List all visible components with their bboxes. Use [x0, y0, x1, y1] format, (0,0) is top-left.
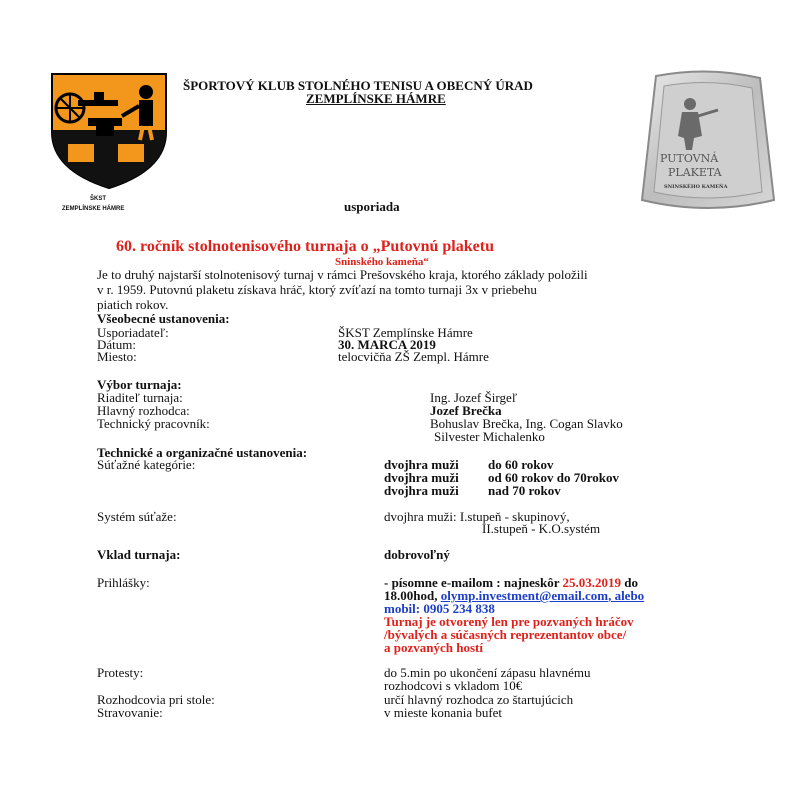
logo-caption-name: ZEMPLÍNSKE HÁMRE — [62, 206, 125, 212]
entries-prefix: - písomne e-mailom : najneskôr — [384, 575, 563, 590]
tournament-title-cont: Sninského kameňa“ — [335, 256, 429, 268]
protests-line: do 5.min po ukončení zápasu hlavnému — [384, 665, 591, 680]
tournament-title: 60. ročník stolnotenisového turnaja o „Putovnú plaketu — [116, 238, 494, 255]
umpires-label: Rozhodcovia pri stole: — [97, 692, 215, 707]
referee-label: Hlavný rozhodca: — [97, 403, 190, 418]
entries-suffix: do — [621, 575, 638, 590]
intro-line: v r. 1959. Putovnú plaketu získava hráč, ktorý zvíťazí na tomto turnaji 3x v priebehu — [97, 282, 537, 297]
entries-time: 18.00hod, — [384, 588, 441, 603]
fee-value: dobrovoľný — [384, 547, 450, 562]
director-label: Riaditeľ turnaja: — [97, 390, 183, 405]
committee-heading: Výbor turnaja: — [97, 377, 182, 392]
system-line: dvojhra muži: I.stupeň - skupinový, — [384, 509, 570, 524]
technician-label: Technický pracovník: — [97, 416, 210, 431]
technician-value: Bohuslav Brečka, Ing. Cogan Slavko — [430, 416, 623, 431]
venue-value: telocvičňa ZŠ Zempl. Hámre — [338, 349, 489, 364]
organizer-value: ŠKST Zemplínske Hámre — [338, 325, 473, 340]
categories-label: Súťažné kategórie: — [97, 457, 196, 472]
organizer-label: Usporiadateľ: — [97, 325, 169, 340]
technical-heading: Technické a organizačné ustanovenia: — [97, 445, 308, 460]
category-name: dvojhra muži — [384, 483, 459, 498]
club-name-heading: ŠPORTOVÝ KLUB STOLNÉHO TENISU A OBECNÝ ÚRAD — [183, 78, 533, 93]
logo-caption-abbr: ŠKST — [90, 196, 107, 202]
referee-value: Jozef Brečka — [430, 403, 502, 418]
category-range: nad 70 rokov — [488, 483, 561, 498]
system-label: Systém súťaže: — [97, 509, 177, 524]
technician-value-extra: Silvester Michalenko — [434, 429, 545, 444]
club-crest-logo — [48, 70, 170, 190]
entries-email-suffix: , alebo — [608, 588, 645, 603]
entries-deadline: 25.03.2019 — [562, 575, 622, 590]
venue-label: Miesto: — [97, 349, 137, 364]
category-range: od 60 rokov do 70rokov — [488, 470, 619, 485]
plaque-photo — [638, 70, 778, 212]
protests-label: Protesty: — [97, 665, 144, 680]
date-value: 30. MARCA 2019 — [338, 337, 436, 352]
village-name-heading: ZEMPLÍNSKE HÁMRE — [306, 91, 446, 106]
category-name: dvojhra muži — [384, 457, 459, 472]
plaque-text-1: PUTOVNÁ — [660, 152, 719, 165]
plaque-text-2: PLAKETA — [668, 166, 722, 179]
fee-label: Vklad turnaja: — [97, 547, 181, 562]
catering-value: v mieste konania bufet — [384, 705, 503, 720]
entries-note: Turnaj je otvorený len pre pozvaných hráčov — [384, 614, 634, 629]
entries-label: Prihlášky: — [97, 575, 150, 590]
catering-label: Stravovanie: — [97, 705, 163, 720]
date-label: Dátum: — [97, 337, 136, 352]
entries-email-link[interactable]: olymp.investment@email.com — [440, 588, 609, 603]
organizes-label: usporiada — [344, 199, 400, 214]
entries-note: /bývalých a súčasných reprezentantov obce/ — [384, 627, 627, 642]
category-name: dvojhra muži — [384, 470, 459, 485]
category-range: do 60 rokov — [488, 457, 554, 472]
protests-line: rozhodcovi s vkladom 10€ — [384, 678, 523, 693]
intro-line: piatich rokov. — [97, 297, 169, 312]
intro-line: Je to druhý najstarší stolnotenisový turnaj v rámci Prešovského kraja, ktorého základy položili — [97, 267, 588, 282]
system-line: II.stupeň - K.O.systém — [482, 521, 601, 536]
director-value: Ing. Jozef Širgeľ — [430, 390, 517, 405]
entries-mobile: mobil: 0905 234 838 — [384, 601, 495, 616]
umpires-value: určí hlavný rozhodca zo štartujúcich — [384, 692, 574, 707]
general-heading: Všeobecné ustanovenia: — [97, 311, 230, 326]
entries-note: a pozvaných hostí — [384, 640, 483, 655]
plaque-text-3: SNINSKÉHO KAMEŇA — [664, 184, 728, 190]
